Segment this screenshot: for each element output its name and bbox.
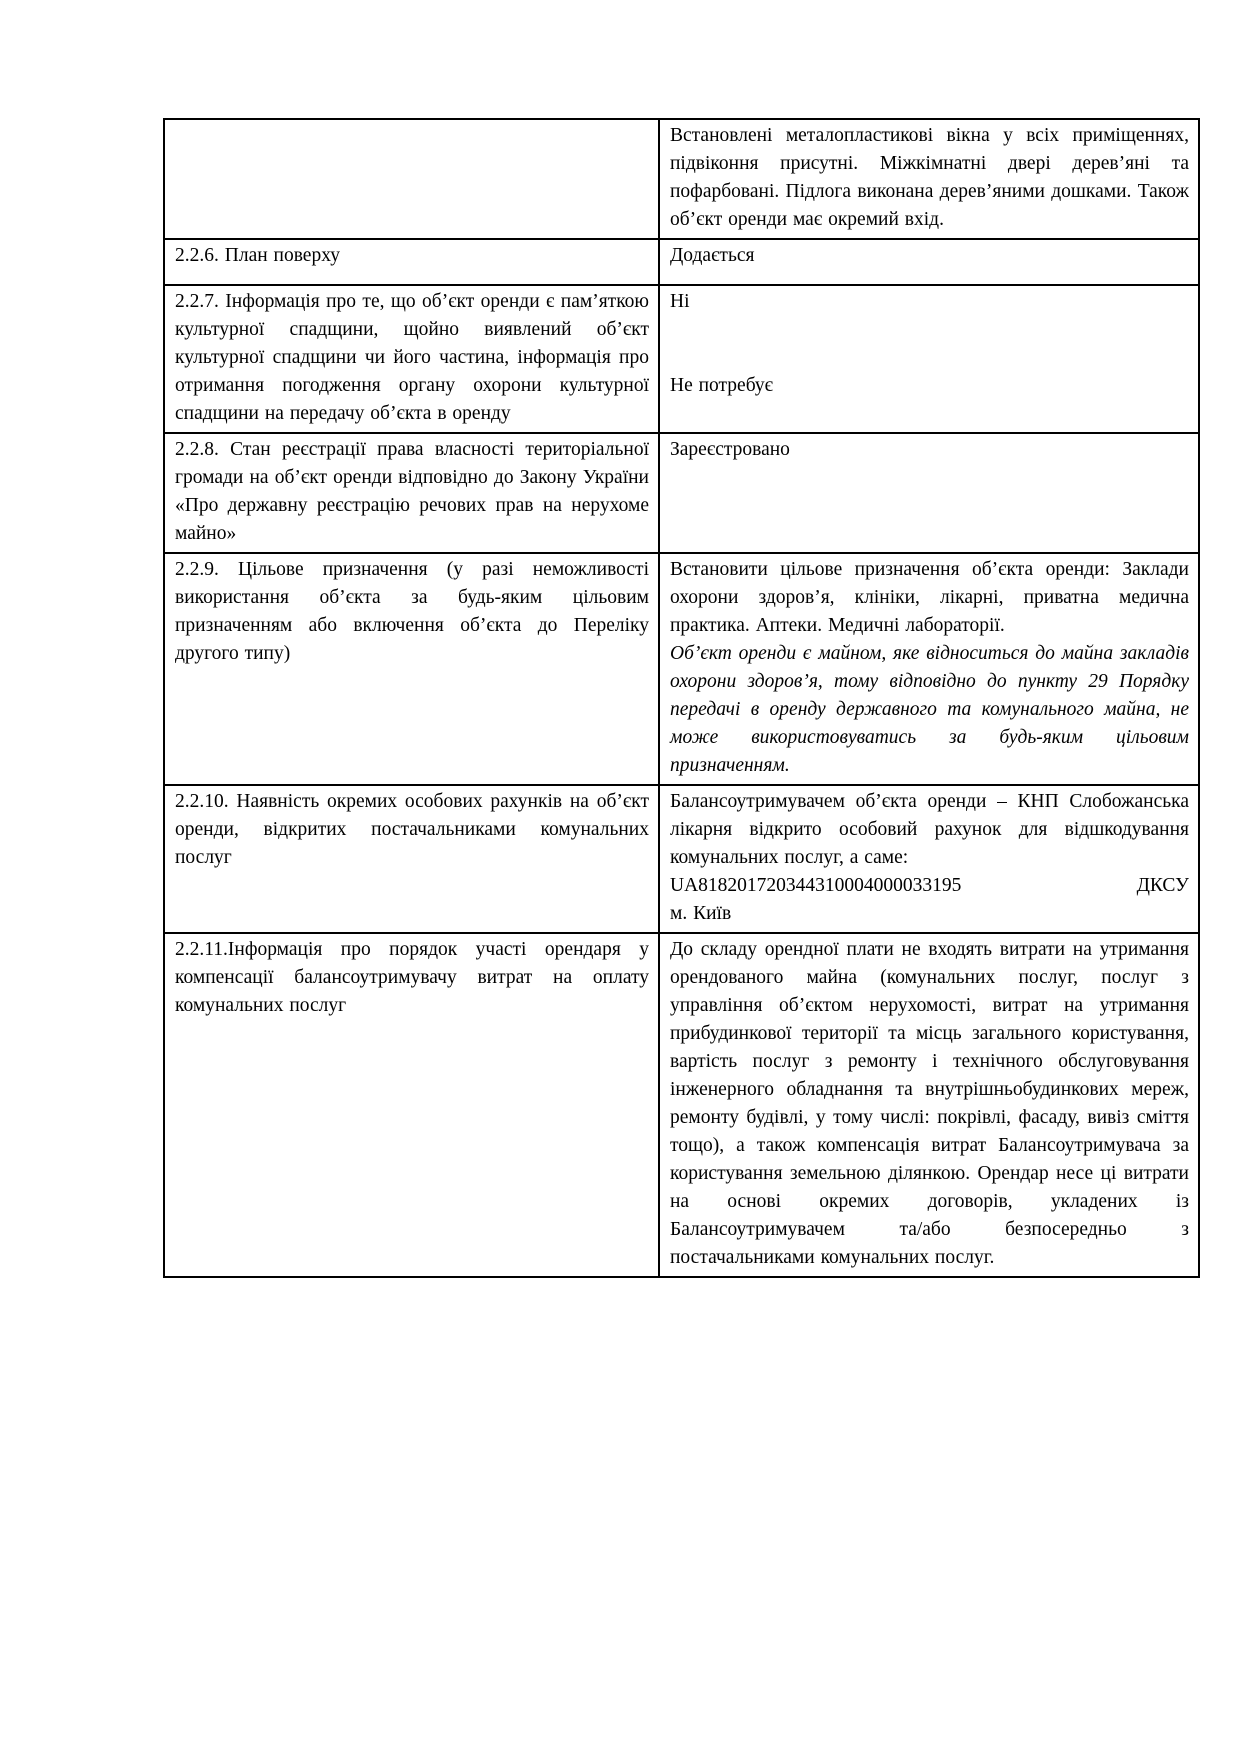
bank-name: ДКСУ bbox=[1136, 875, 1189, 896]
iban-line bbox=[670, 872, 1189, 900]
row-2-2-7-label: 2.2.7. Інформація про те, що об’єкт оренди є пам’яткою культурної спадщини, щойно виявлений об’єкт культурної спадщини чи його частина, інформація про отримання погодження органу охорони культурної спадщини на передачу об’єкта в оренду bbox=[175, 291, 649, 424]
row-2-2-10-label: 2.2.10. Наявність окремих особових рахунків на об’єкт оренди, відкритих постачальниками комунальних послуг bbox=[175, 791, 649, 868]
row-2-2-8-value: Зареєстровано bbox=[670, 439, 790, 460]
row-2-2-10-value: Балансоутримувачем об’єкта оренди – КНП Слобожанська лікарня відкрито особовий рахунок для відшкодування комунальних послуг, а саме: bbox=[670, 791, 1189, 868]
row-2-2-7-value-cell bbox=[659, 285, 1199, 433]
row-2-2-11-label: 2.2.11.Інформація про порядок участі орендаря у компенсації балансоутримувачу витрат на оплату комунальних послуг bbox=[175, 939, 649, 1016]
row-2-2-6-label-cell bbox=[164, 239, 659, 285]
row-2-2-10-value-cell bbox=[659, 785, 1199, 933]
row-2-2-11-value-cell bbox=[659, 933, 1199, 1277]
table-row-2-2-11 bbox=[164, 933, 1199, 1277]
row-2-2-11-label-cell bbox=[164, 933, 659, 1277]
row-2-2-6-value-cell bbox=[659, 239, 1199, 285]
row-2-2-8-label-cell bbox=[164, 433, 659, 553]
table-row-2-2-6 bbox=[164, 239, 1199, 285]
row-2-2-11-value: До складу орендної плати не входять витрати на утримання орендованого майна (комунальних послуг, послуг з управління об’єктом нерухомості, витрат на утримання прибудинкової території та місць загального користування, вартість послуг з ремонту і технічного обслуговування інженерного обладнання та внутрішньобудинкових мереж, ремонту будівлі, у тому числі: покрівлі, фасаду, вивіз сміття тощо), а також компенсація витрат Балансоутримувача за користування земельною ділянкою. Орендар несе ці витрати на основі окремих договорів, укладених із Балансоутримувачем та/або безпосередньо з постачальниками комунальних послуг. bbox=[670, 939, 1189, 1268]
row-2-2-9-value-note: Об’єкт оренди є майном, яке відноситься до майна закладів охорони здоров’я, тому відповідно до пункту 29 Порядку передачі в оренду державного та комунального майна, не може використовуватись за будь-яким цільовим призначенням. bbox=[670, 643, 1189, 776]
row-2-2-6-value: Додається bbox=[670, 245, 755, 266]
table-row-2-2-8 bbox=[164, 433, 1199, 553]
continuation-label-cell bbox=[164, 119, 659, 239]
row-2-2-7-label-cell bbox=[164, 285, 659, 433]
table-row-continuation bbox=[164, 119, 1199, 239]
lease-object-info-table bbox=[163, 118, 1200, 1278]
row-2-2-6-label: 2.2.6. План поверху bbox=[175, 245, 340, 266]
row-2-2-8-label: 2.2.8. Стан реєстрації права власності територіальної громади на об’єкт оренди відповідно до Закону України «Про державну реєстрацію речових прав на нерухоме майно» bbox=[175, 439, 649, 544]
iban-number: UA818201720344310004000033195 bbox=[670, 875, 962, 896]
row-2-2-7-value-bottom: Не потребує bbox=[670, 375, 774, 396]
bank-city: м. Київ bbox=[670, 903, 732, 924]
table-row-2-2-9 bbox=[164, 553, 1199, 785]
row-2-2-9-value: Встановити цільове призначення об’єкта оренди: Заклади охорони здоров’я, клініки, лікарні, приватна медична практика. Аптеки. Медичні лабораторії. bbox=[670, 559, 1189, 636]
table-row-2-2-10 bbox=[164, 785, 1199, 933]
table-row-2-2-7 bbox=[164, 285, 1199, 433]
row-2-2-9-label: 2.2.9. Цільове призначення (у разі неможливості використання об’єкта за будь-яким цільовим призначенням або включення об’єкта до Переліку другого типу) bbox=[175, 559, 649, 664]
row-2-2-9-value-cell bbox=[659, 553, 1199, 785]
row-2-2-9-label-cell bbox=[164, 553, 659, 785]
continuation-value-cell bbox=[659, 119, 1199, 239]
row-2-2-7-value-top: Ні bbox=[670, 291, 690, 312]
row-2-2-10-label-cell bbox=[164, 785, 659, 933]
object-condition-text: Встановлені металопластикові вікна у всіх приміщеннях, підвіконня присутні. Міжкімнатні двері дерев’яні та пофарбовані. Підлога виконана дерев’яними дошками. Також об’єкт оренди має окремий вхід. bbox=[670, 125, 1189, 230]
row-2-2-8-value-cell bbox=[659, 433, 1199, 553]
